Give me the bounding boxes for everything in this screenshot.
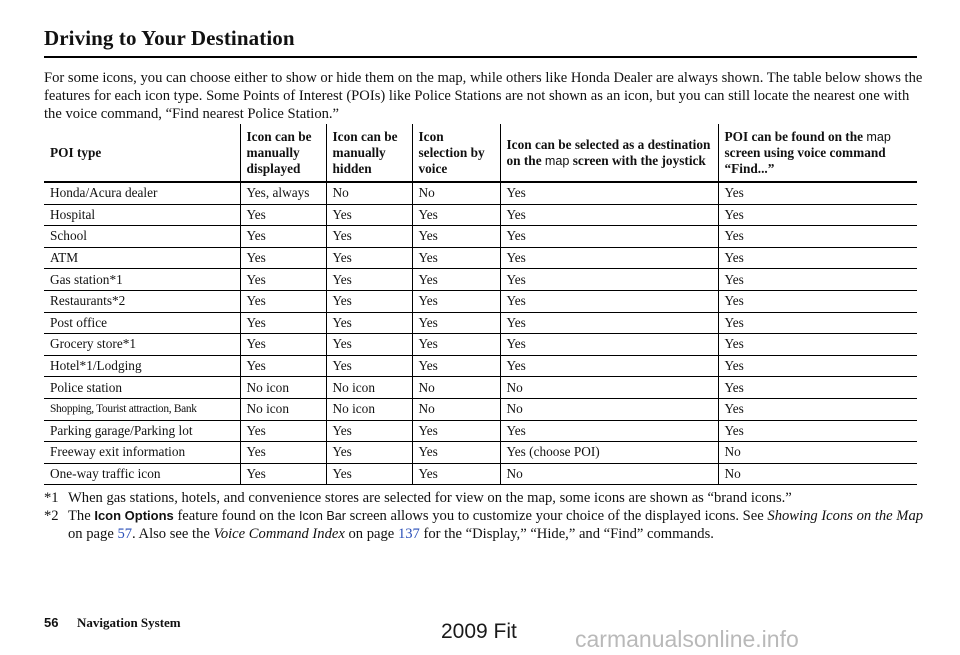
table-cell: Yes [718, 247, 917, 269]
table-cell: Yes [500, 334, 718, 356]
footnote-2-text: feature found on the [173, 508, 300, 524]
header-joystick-b: screen with the joystick [569, 153, 706, 168]
table-cell: Yes, always [240, 182, 326, 204]
table-cell: Yes [240, 226, 326, 248]
table-cell: Yes [240, 269, 326, 291]
table-cell: No [718, 463, 917, 485]
table-cell: Yes [240, 204, 326, 226]
table-cell: Yes [500, 182, 718, 204]
table-cell: Yes [326, 420, 412, 442]
page-number: 56 [44, 615, 59, 630]
table-cell: Yes [412, 247, 500, 269]
table-cell: School [44, 226, 240, 248]
table-cell: Yes [240, 463, 326, 485]
table-cell: Yes [412, 442, 500, 464]
table-cell: Yes [718, 398, 917, 420]
footnote-2-mark: *2 [44, 508, 59, 524]
table-row [44, 463, 917, 485]
table-cell: Honda/Acura dealer [44, 182, 240, 204]
footnote-2-text: on page [68, 526, 118, 542]
header-find-map: map [866, 130, 891, 144]
table-cell: No icon [240, 398, 326, 420]
header-joystick-map: map [544, 154, 570, 168]
voice-command-index-reference: Voice Command Index [213, 526, 345, 542]
table-row [44, 269, 917, 291]
table-cell: Yes [240, 442, 326, 464]
page-title: Driving to Your Destination [44, 26, 295, 50]
table-cell: No [500, 463, 718, 485]
table-cell: Yes [500, 247, 718, 269]
table-cell: Yes [500, 269, 718, 291]
table-row [44, 182, 917, 204]
table-cell: ATM [44, 247, 240, 269]
title-rule [44, 56, 917, 58]
table-cell: Yes [326, 334, 412, 356]
table-cell: Yes (choose POI) [500, 442, 718, 464]
footnote-1-text: When gas stations, hotels, and convenience stores are selected for view on the map, some icons are shown as “brand icons.” [68, 490, 792, 506]
table-cell: Yes [718, 334, 917, 356]
footnote-2-text: on page [344, 526, 398, 542]
table-row [44, 355, 917, 377]
table-cell: Yes [326, 269, 412, 291]
table-cell: No [718, 442, 917, 464]
table-cell: Yes [326, 442, 412, 464]
table-cell: Yes [412, 355, 500, 377]
table-cell: Yes [718, 182, 917, 204]
footnote-2 [44, 507, 924, 543]
footnotes [44, 489, 924, 543]
page-57-link[interactable]: 57 [117, 526, 133, 542]
table-cell: Yes [240, 334, 326, 356]
header-find [718, 124, 917, 182]
table-cell: Yes [326, 463, 412, 485]
table-row [44, 334, 917, 356]
table-cell: Yes [500, 312, 718, 334]
header-voice: Icon selection by voice [412, 124, 500, 182]
table-cell: Yes [718, 204, 917, 226]
header-joystick-a: Icon can be selected as a destination on the [506, 137, 711, 168]
table-row [44, 204, 917, 226]
table-cell: Post office [44, 312, 240, 334]
table-cell: Yes [500, 420, 718, 442]
watermark: carmanualsonline.info [575, 626, 799, 652]
table-cell: Freeway exit information [44, 442, 240, 464]
table-row [44, 226, 917, 248]
table-cell: Shopping, Tourist attraction, Bank [44, 398, 240, 420]
footnote-2-text: for the “Display,” “Hide,” and “Find” commands. [419, 526, 714, 542]
table-row [44, 442, 917, 464]
header-poi-type: POI type [44, 124, 240, 182]
table-cell: Yes [718, 377, 917, 399]
header-joystick [500, 124, 718, 182]
table-cell: Yes [326, 355, 412, 377]
table-row [44, 398, 917, 420]
footnote-1-mark: *1 [44, 490, 59, 506]
table-cell: Yes [718, 420, 917, 442]
table-cell: Yes [718, 290, 917, 312]
table-cell: Yes [412, 226, 500, 248]
table-cell: Yes [412, 269, 500, 291]
table-cell: Yes [240, 247, 326, 269]
icon-bar-term: Icon Bar [299, 509, 346, 523]
table-cell: Police station [44, 377, 240, 399]
table-cell: Yes [326, 290, 412, 312]
table-cell: Yes [326, 247, 412, 269]
table-cell: Yes [412, 312, 500, 334]
table-cell: Hospital [44, 204, 240, 226]
table-cell: Gas station*1 [44, 269, 240, 291]
table-cell: Yes [412, 290, 500, 312]
table-cell: No [500, 398, 718, 420]
table-cell: No [326, 182, 412, 204]
table-cell: Yes [500, 355, 718, 377]
table-row [44, 420, 917, 442]
table-cell: Yes [326, 312, 412, 334]
table-row [44, 312, 917, 334]
table-cell: Yes [718, 355, 917, 377]
table-cell: Yes [412, 463, 500, 485]
table-cell: Yes [500, 226, 718, 248]
table-row [44, 377, 917, 399]
table-cell: Yes [240, 290, 326, 312]
table-cell: No [412, 182, 500, 204]
table-cell: Parking garage/Parking lot [44, 420, 240, 442]
footer-section-name: Navigation System [77, 615, 181, 630]
table-cell: No [412, 398, 500, 420]
table-cell: Yes [718, 226, 917, 248]
table-cell: No icon [240, 377, 326, 399]
header-find-b: screen using voice command “Find...” [724, 145, 886, 176]
footnote-1 [44, 489, 924, 507]
page-137-link[interactable]: 137 [397, 526, 420, 542]
poi-table-body [44, 182, 917, 485]
table-cell: Yes [240, 420, 326, 442]
table-cell: Restaurants*2 [44, 290, 240, 312]
table-cell: No [500, 377, 718, 399]
table-cell: No icon [326, 398, 412, 420]
footnote-2-text: The [68, 508, 95, 524]
header-find-a: POI can be found on the [724, 129, 867, 144]
table-cell: Grocery store*1 [44, 334, 240, 356]
footnote-2-text: screen allows you to customize your choice of the displayed icons. See [345, 508, 768, 524]
showing-icons-reference: Showing Icons on the Map [767, 508, 924, 524]
intro-paragraph: For some icons, you can choose either to show or hide them on the map, while others like Honda Dealer are always shown. The table below shows the features for each icon type. Some Points of Interest (POIs) like Police Stations are not shown as an icon, but you can still locate the nearest one with the voice command, “Find nearest Police Station.” [44, 70, 923, 122]
table-cell: Yes [718, 312, 917, 334]
table-cell: Yes [500, 204, 718, 226]
header-hidden: Icon can be manually hidden [326, 124, 412, 182]
header-displayed: Icon can be manually displayed [240, 124, 326, 182]
table-cell: Yes [412, 334, 500, 356]
table-cell: Yes [500, 290, 718, 312]
table-row [44, 247, 917, 269]
table-cell: Yes [240, 355, 326, 377]
table-cell: No icon [326, 377, 412, 399]
table-cell: Yes [412, 204, 500, 226]
icon-options-term: Icon Options [94, 508, 174, 523]
table-cell: Yes [412, 420, 500, 442]
table-cell: Yes [240, 312, 326, 334]
table-cell: Hotel*1/Lodging [44, 355, 240, 377]
table-cell: One-way traffic icon [44, 463, 240, 485]
table-cell: Yes [326, 204, 412, 226]
model-label: 2009 Fit [441, 620, 517, 643]
footnote-2-text: . Also see the [132, 526, 214, 542]
table-header-row [44, 124, 917, 182]
table-cell: Yes [718, 269, 917, 291]
table-row [44, 290, 917, 312]
poi-table [44, 124, 917, 485]
table-cell: Yes [326, 226, 412, 248]
table-cell: No [412, 377, 500, 399]
